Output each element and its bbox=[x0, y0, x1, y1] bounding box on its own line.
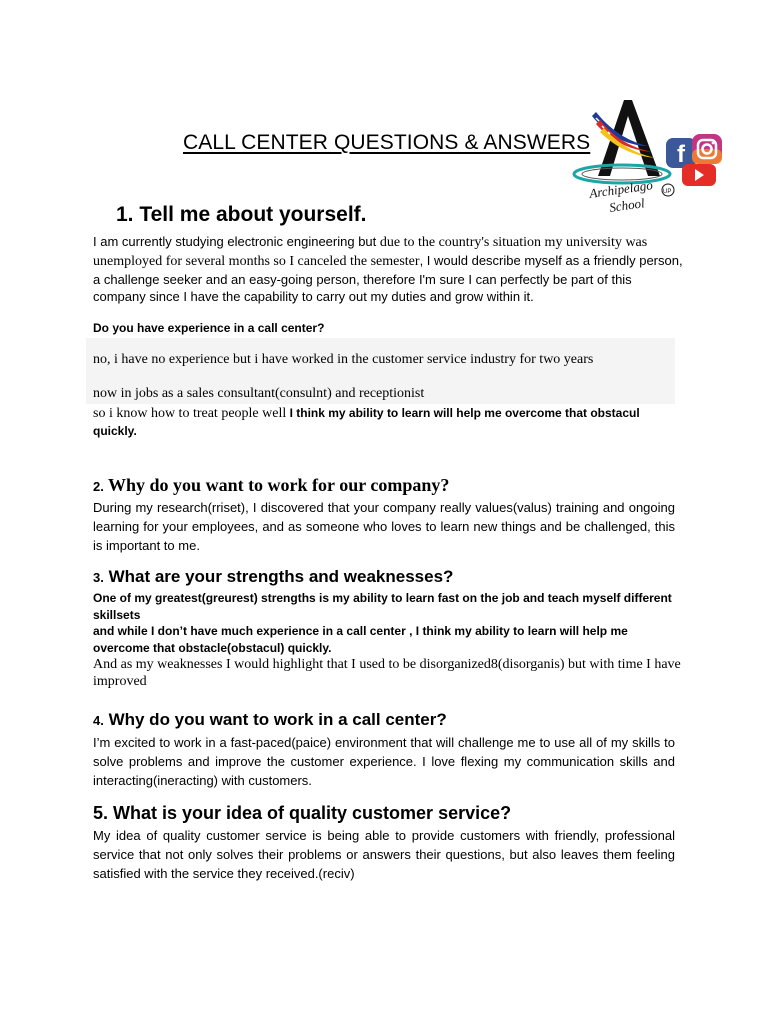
answer-experience-line-2: now in jobs as a sales consultant(consulnt) and receptionist bbox=[93, 386, 425, 401]
question-1-heading: 1. Tell me about yourself. bbox=[116, 203, 367, 226]
question-3-heading: 3. What are your strengths and weaknesses? bbox=[93, 567, 454, 586]
question-4-heading: 4. Why do you want to work in a call center? bbox=[93, 710, 447, 729]
page-title: CALL CENTER QUESTIONS & ANSWERS bbox=[183, 131, 591, 154]
svg-text:School: School bbox=[608, 195, 646, 214]
answer-experience-line-1: no, i have no experience but i have worked in the customer service industry for two years bbox=[93, 352, 594, 367]
svg-text:UP: UP bbox=[663, 189, 672, 195]
question-2-heading: 2. Why do you want to work for our company? bbox=[93, 475, 450, 495]
svg-text:Archipelago: Archipelago bbox=[588, 177, 654, 201]
answer-experience-line-3: so i know how to treat people well I think my ability to learn will help me overcome that obstacul quickly. bbox=[93, 406, 640, 438]
answer-5: My idea of quality customer service is being able to provide customers with friendly, professional service that not only solves their problems or answers their questions, but also leaves them feeling satisfied with the service they received.(reciv) bbox=[93, 828, 675, 881]
sub-question-experience: Do you have experience in a call center? bbox=[93, 321, 325, 335]
school-logo bbox=[566, 94, 732, 214]
instagram-icon bbox=[692, 134, 722, 164]
question-5-heading: 5. What is your idea of quality customer service? bbox=[93, 803, 512, 823]
answer-3-weaknesses: And as my weaknesses I would highlight that I used to be disorganized8(disorganis) but with time I have improved bbox=[93, 657, 681, 689]
answer-2: During my research(rriset), I discovered that your company really values(valus) training and ongoing learning for your employees, and as someone who loves to learn new things and be challenged, this is important to me. bbox=[93, 500, 675, 553]
facebook-icon bbox=[666, 138, 696, 168]
answer-1: I am currently studying electronic engineering but due to the country's situation my university was unemployed for several months so I canceled the semester, I would describe myself as a friendly person, a challenge seeker and an easy-going person, therefore I'm sure I can perfectly be part of this company since I have the capability to carry out my duties and grow within it. bbox=[93, 234, 683, 305]
answer-4: I’m excited to work in a fast-paced(paice) environment that will challenge me to use all of my skills to solve problems and improve the customer experience. I love flexing my communication skills and interacting(ineracting) with customers. bbox=[93, 735, 675, 788]
svg-text:f: f bbox=[677, 141, 685, 168]
answer-3-strengths: One of my greatest(greurest) strengths is my ability to learn fast on the job and teach myself different skillsets and while I don’t have much experience in a call center , I think my ability to learn will help me overcome that obstacle(obstacul) quickly. bbox=[93, 591, 672, 655]
youtube-icon bbox=[682, 164, 716, 186]
archipelago-logo-icon bbox=[566, 94, 732, 214]
